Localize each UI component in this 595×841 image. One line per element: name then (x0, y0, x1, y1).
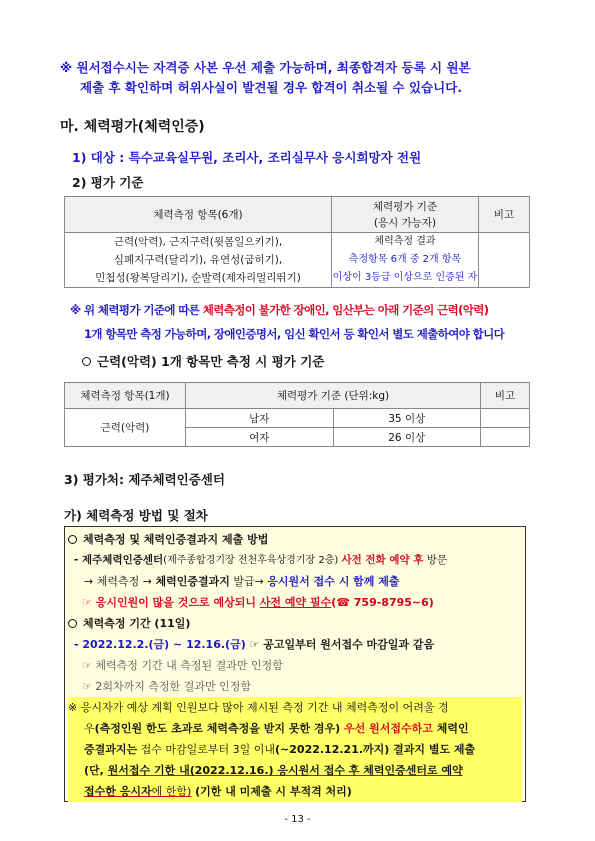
table2-value: 26 이상 (333, 428, 481, 447)
box-text: → 체력측정 → (84, 575, 156, 588)
table1-criteria-line: 이상이 3등급 이상으로 인증된 자 (332, 272, 478, 283)
table2-header-criteria: 체력평가 기준 (단위:kg) (186, 383, 481, 409)
section-title: 마. 체력평가(체력인증) (60, 119, 205, 135)
grip-only-heading (82, 352, 324, 370)
box-heading-2 (68, 613, 522, 634)
box-heading-2-text: 체력측정 기간 (11일) (83, 617, 191, 630)
box-text: - 2022.12.2.(금) ~ 12.16.(금) (74, 638, 250, 651)
table1-header-criteria-l1: 체력평가 기준 (372, 200, 438, 213)
table2-note (481, 428, 530, 447)
box-heading-1 (68, 529, 522, 550)
box-text: (☎ 759-8795~6) (331, 596, 434, 609)
page-number: - 13 - (284, 814, 311, 825)
item-criteria: 2) 평가 기준 (72, 175, 144, 190)
box-text: ☞ 응시인원이 많을 것으로 예상되니 (82, 596, 260, 609)
box-line (68, 592, 522, 613)
table1-header-criteria-l2: (응시 가능자) (373, 216, 437, 229)
box-text: 응시원서 접수 시 함께 제출 (267, 575, 400, 588)
box-text: 발급→ (229, 575, 268, 588)
table2-header-note: 비고 (481, 383, 530, 409)
table1-items-cell (65, 233, 332, 288)
box-text: 체력인증결과지 (155, 575, 230, 588)
disabled-note (70, 298, 540, 346)
table1-note-cell (479, 233, 530, 288)
box-line (68, 571, 522, 592)
box-text: 사전 전화 예약 후 (341, 554, 424, 566)
table1-criteria-line: 체력측정 결과 (374, 236, 436, 247)
disabled-note-prefix: ※ 위 체력평가 기준에 따른 (70, 303, 203, 317)
table1-header-note: 비고 (479, 197, 530, 233)
box-line (68, 550, 522, 571)
item-method: 가) 체력측정 방법 및 절차 (64, 508, 208, 523)
table1-criteria-cell (332, 233, 479, 288)
box-text: - 제주체력인증센터 (74, 554, 164, 566)
table1-item: 근력(악력), 근지구력(윗몸일으키기), (113, 236, 283, 248)
box-text: 우 (84, 722, 95, 735)
table2-gender: 여자 (186, 428, 334, 447)
box-text: 접수 마감일로부터 3일 이내 (137, 743, 276, 756)
box-text: (~2022.12.21.까지) (275, 743, 390, 756)
circle-bullet-icon (68, 535, 77, 544)
box-line (68, 739, 522, 760)
box-text: 접수한 응시자 (84, 785, 152, 798)
box-heading-1-text: 체력측정 및 체력인증결과지 제출 방법 (83, 533, 269, 546)
box-text: 체력인 (432, 722, 469, 735)
table1-header-items: 체력측정 항목(6개) (65, 197, 332, 233)
criteria-table (64, 196, 530, 288)
table2-note (481, 409, 530, 428)
item-target: 1) 대상 : 특수교육실무원, 조리사, 조리실무사 응시희망자 전원 (72, 150, 422, 165)
table1-item: 민첩성(왕복달리기), 순발력(제자리멀리뛰기) (95, 272, 301, 284)
disabled-note-red: 체력측정이 불가한 장애인, 임산부는 아래 기준의 근력(악력) (202, 303, 489, 317)
box-line (68, 760, 522, 781)
box-text: ☞ 공고일부터 원서접수 마감일과 같음 (249, 638, 435, 651)
table1-item: 심폐지구력(달리기), 유연성(굽히기), (113, 254, 283, 266)
grip-table (64, 382, 530, 447)
box-text: 에 한함) (151, 785, 192, 798)
box-text: 증결과지는 (84, 743, 138, 756)
box-text: (제주종합경기장 전천후육상경기장 2층) (163, 555, 342, 566)
box-line (68, 781, 522, 802)
box-text: (기한 내 미제출 시 부적격 처리) (191, 785, 352, 798)
table1-criteria-line: 측정항목 6개 중 2개 항목 (348, 254, 462, 265)
disabled-note-line2: 1개 항목만 측정 가능하며, 장애인증명서, 임신 확인서 등 확인서 별도 제출하여야 합니다 (84, 327, 505, 341)
table2-gender: 남자 (186, 409, 334, 428)
notice-line1: ※ 원서접수시는 자격증 사본 우선 제출 가능하며, 최종합격자 등록 시 원본 (60, 60, 471, 75)
box-line: ☞ 체력측정 기간 내 측정된 결과만 인정함 (82, 659, 283, 672)
circle-bullet-icon (68, 619, 77, 628)
box-text: 결과지 별도 제출 (389, 743, 476, 756)
box-text: 우선 원서접수하고 (344, 722, 433, 735)
box-text: 방문 (423, 554, 448, 566)
item-venue: 3) 평가처: 제주체력인증센터 (64, 472, 225, 487)
notice (60, 58, 540, 98)
box-text: (단, (84, 764, 108, 777)
box-line (68, 718, 522, 739)
grip-only-heading-text: 근력(악력) 1개 항목만 측정 시 평가 기준 (97, 354, 325, 369)
box-text: ※ 응시자가 예상 계획 인원보다 많아 제시된 측정 기간 내 체력측정이 어려울 경 (68, 701, 449, 714)
notice-line2: 제출 후 확인하며 허위사실이 발견될 경우 합격이 취소될 수 있습니다. (80, 80, 463, 95)
procedure-box (64, 526, 526, 802)
box-text: (측정인원 한도 초과로 체력측정을 받지 못한 경우) (94, 722, 345, 735)
table1-header-criteria (332, 197, 479, 233)
box-line (68, 697, 522, 718)
box-line: ☞ 2회차까지 측정한 결과만 인정함 (82, 680, 251, 693)
box-line (68, 634, 522, 655)
table2-header-item: 체력측정 항목(1개) (65, 383, 186, 409)
box-text: 원서접수 기한 내(2022.12.16.) 응시원서 접수 후 체력인증센터로 예약 (107, 764, 463, 777)
table2-item: 근력(악력) (65, 409, 186, 447)
circle-bullet-icon (82, 357, 91, 366)
box-text: 사전 예약 필수 (259, 596, 332, 609)
table2-value: 35 이상 (333, 409, 481, 428)
